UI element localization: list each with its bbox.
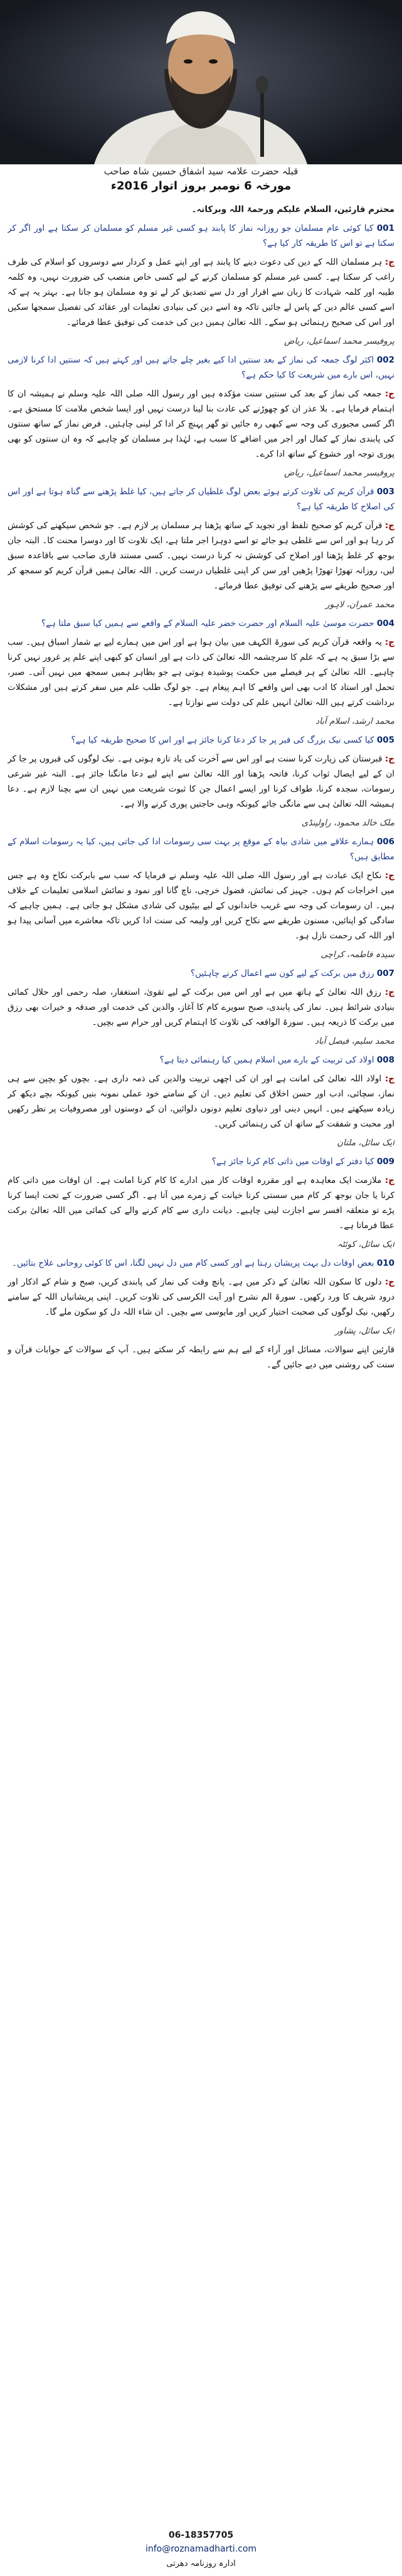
header-photo xyxy=(0,0,402,164)
article-salutation: محترم قارئین، السلام علیکم ورحمۃ اللہ وبرکاتہ۔ xyxy=(191,204,394,215)
question-008: 008 اولاد کی تربیت کے بارے میں اسلام ہمیں کیا رہنمائی دیتا ہے؟ xyxy=(159,1055,394,1065)
question-002: 002 اکثر لوگ جمعہ کی نماز کے بعد سنتیں ادا کیے بغیر چلے جاتے ہیں اور کہتے ہیں کہ سنتیں ادا کرنا لازمی نہیں، اس بارے میں شریعت کا کیا حکم ہے؟ xyxy=(8,355,394,380)
question-005: 005 کیا کسی نیک بزرگ کی قبر پر جا کر دعا کرنا جائز ہے اور اس کا صحیح طریقہ کیا ہے؟ xyxy=(71,735,394,745)
answer-001: ج: ہر مسلمان اللہ کے دین کی دعوت دینے کا پابند ہے اور اپنے عمل و کردار سے دوسروں کو اسلام کی طرف راغب کر سکتا ہے۔ کسی غیر مسلم کو مسلمان کرنے کے لیے کسی خاص منصب کی ضرورت نہیں، وہ کلمہ طیبہ اور کلمہ شہادت کا زبان سے اقرار اور دل سے تصدیق کر لے تو وہ مسلمان ہو جاتا ہے۔ بہتر یہ ہے کہ اسے کسی عالم دین کے پاس لے جائیں تاکہ وہ اسے دین کی بنیادی تعلیمات اور عقائد کی تفصیل سمجھا سکیں اور اس کی صحیح رہنمائی ہو سکے۔ اللہ تعالیٰ ہمیں دین کی خدمت کی توفیق عطا فرمائے۔ xyxy=(8,257,394,327)
closing-note: قارئین اپنے سوالات، مسائل اور آراء کے لیے ہم سے رابطہ کر سکتے ہیں۔ آپ کے سوالات کے جوابات قرآن و سنت کی روشنی میں دیے جائیں گے۔ xyxy=(8,1345,394,1370)
question-001: 001 کیا کوئی عام مسلمان جو روزانہ نماز کا پابند ہو کسی غیر مسلم کو مسلمان کر سکتا ہے اور اگر کر سکتا ہے تو اس کا طریقہ کار کیا ہے؟ xyxy=(8,223,394,248)
question-006: 006 ہمارے علاقے میں شادی بیاہ کے موقع پر بہت سی رسومات ادا کی جاتی ہیں، کیا یہ رسومات اسلام کے مطابق ہیں؟ xyxy=(8,837,394,862)
answer-010: ج: دلوں کا سکون اللہ تعالیٰ کے ذکر میں ہے۔ پانچ وقت کی نماز کی پابندی کریں، صبح و شام کے اذکار اور درود شریف کا ورد رکھیں۔ سورۃ الم نشرح اور آیت الکرسی کی تلاوت کریں۔ اپنی پریشانیاں اللہ کے سامنے رکھیں، نیک لوگوں کی صحبت اختیار کریں اور مایوسی سے بچیں۔ ان شاء اللہ دل کو سکون ملے گا۔ xyxy=(8,1277,394,1317)
questioner-009: ایک سائل، کوئٹہ xyxy=(337,1239,394,1249)
questioner-004: محمد ارشد، اسلام آباد xyxy=(315,716,394,726)
question-010: 010 بعض اوقات دل بہت پریشان رہتا ہے اور کسی کام میں دل نہیں لگتا، اس کا کوئی روحانی علاج بتائیں۔ xyxy=(11,1258,394,1268)
questioner-003: محمد عمران، لاہور xyxy=(325,600,394,610)
answer-003: ج: قرآن کریم کو صحیح تلفظ اور تجوید کے ساتھ پڑھنا ہر مسلمان پر لازم ہے۔ جو شخص سیکھنے کی کوشش کر رہا ہو اور اس سے غلطی ہو جائے تو اسے دوہرا اجر ملتا ہے، ایک تلاوت کا اور دوسرا محنت کا۔ البتہ جان بوجھ کر غلط پڑھنا اور اصلاح کی کوشش نہ کرنا درست نہیں۔ کسی مستند قاری صاحب سے باقاعدہ سبق لیں، روزانہ تھوڑا تھوڑا پڑھیں اور سن کر اپنی غلطیاں درست کریں۔ اللہ تعالیٰ ہمیں قرآن کریم کو سمجھ کر اور صحیح طریقے سے پڑھنے کی توفیق عطا فرمائے۔ xyxy=(8,521,394,591)
contact-email[interactable]: info@roznamadharti.com xyxy=(145,2544,257,2554)
portrait-image xyxy=(0,0,402,164)
questioner-010: ایک سائل، پشاور xyxy=(335,1326,394,1336)
question-007: 007 رزق میں برکت کے لیے کون سے اعمال کرنے چاہئیں؟ xyxy=(190,968,394,978)
photo-caption-name: قبلہ حضرت علامہ سید اشفاق حسین شاہ صاحب xyxy=(103,166,299,177)
article-date: مورخہ 6 نومبر بروز اتوار 2016ء xyxy=(110,179,292,193)
questioner-002: پروفیسر محمد اسماعیل، ریاض xyxy=(284,468,394,478)
contact-phone: 06-18357705 xyxy=(168,2530,234,2540)
answer-007: ج: رزق اللہ تعالیٰ کے ہاتھ میں ہے اور اس میں برکت کے لیے تقویٰ، استغفار، صلہ رحمی اور حلال کمائی بنیادی شرائط ہیں۔ نماز کی پابندی، صبح سویرے کام کا آغاز، والدین کی خدمت اور صدقہ و خیرات بھی رزق میں برکت کا ذریعہ ہیں۔ سورۃ الواقعہ کی تلاوت کا اہتمام کریں اور حرام سے بچیں۔ xyxy=(8,987,394,1027)
question-004: 004 حضرت موسیٰ علیہ السلام اور حضرت خضر علیہ السلام کے واقعے سے ہمیں کیا سبق ملتا ہے؟ xyxy=(41,618,394,628)
question-003: 003 قرآن کریم کی تلاوت کرتے ہوئے بعض لوگ غلطیاں کر جاتے ہیں، کیا غلط پڑھنے سے گناہ ہوتا ہے اور اس کی اصلاح کا طریقہ کیا ہے؟ xyxy=(8,487,394,512)
question-009: 009 کیا دفتر کے اوقات میں ذاتی کام کرنا جائز ہے؟ xyxy=(211,1157,394,1167)
publisher-name: ادارہ روزنامہ دھرتی xyxy=(166,2559,236,2568)
questioner-001: پروفیسر محمد اسماعیل، ریاض xyxy=(284,336,394,346)
questioner-005: ملک خالد محمود، راولپنڈی xyxy=(301,818,394,828)
answer-006: ج: نکاح ایک عبادت ہے اور رسول اللہ صلی اللہ علیہ وسلم نے فرمایا کہ سب سے بابرکت نکاح وہ ہے جس میں اخراجات کم ہوں۔ جہیز کی نمائش، فضول خرچی، ناچ گانا اور نمود و نمائش اسلامی تعلیمات کے خلاف ہیں۔ ان رسومات کی وجہ سے غریب خاندانوں کے لیے بیٹیوں کی شادی مشکل ہو جاتی ہے۔ ہمیں چاہیے کہ سادگی کو اپنائیں، مسنون طریقے سے نکاح کریں اور ولیمہ کی سنت ادا کریں تاکہ معاشرے میں آسانی پیدا ہو اور اللہ کی رحمت نازل ہو۔ xyxy=(8,871,394,941)
questioner-006: سیدہ فاطمہ، کراچی xyxy=(320,950,394,960)
questioner-007: محمد سلیم، فیصل آباد xyxy=(315,1036,394,1046)
answer-002: ج: جمعہ کی نماز کے بعد کی سنتیں سنت مؤکدہ ہیں اور رسول اللہ صلی اللہ علیہ وسلم نے ہمیشہ ان کا اہتمام فرمایا ہے۔ بلا عذر ان کو چھوڑنے کی عادت بنا لینا درست نہیں اور ایسا شخص ملامت کا مستحق ہے۔ اگر کسی مجبوری کی وجہ سے کبھی رہ جائیں تو گھر پہنچ کر ادا کر لینی چاہئیں۔ فرض نماز کے ساتھ سنتوں کی پابندی نماز کے کمال اور اجر میں اضافے کا سبب ہے، لہٰذا ہر مسلمان کو چاہیے کہ وہ ان سنتوں کو بھی پوری توجہ اور خشوع کے ساتھ ادا کرے۔ xyxy=(8,389,394,459)
answer-008: ج: اولاد اللہ تعالیٰ کی امانت ہے اور ان کی اچھی تربیت والدین کی ذمہ داری ہے۔ بچوں کو بچپن سے ہی نماز، سچائی، ادب اور حسن اخلاق کی تعلیم دیں۔ ان کے سامنے خود عملی نمونہ بنیں کیونکہ بچے دیکھ کر زیادہ سیکھتے ہیں۔ انہیں دینی اور دنیاوی تعلیم دونوں دلوائیں، ان کے دوستوں اور مصروفیات پر نظر رکھیں اور محبت و شفقت کے ساتھ ان کی رہنمائی کریں۔ xyxy=(8,1074,394,1129)
answer-005: ج: قبرستان کی زیارت کرنا سنت ہے اور اس سے آخرت کی یاد تازہ ہوتی ہے۔ نیک لوگوں کی قبروں پر جا کر ان کے لیے ایصال ثواب کرنا، فاتحہ پڑھنا اور اللہ تعالیٰ سے اپنے لیے دعا مانگنا جائز ہے۔ البتہ غیر شرعی رسومات، سجدہ کرنا، طواف کرنا اور ایسے اعمال جن کا ثبوت شریعت میں نہیں ان سے بچنا لازم ہے۔ دعا ہمیشہ اللہ تعالیٰ ہی سے مانگی جائے کیونکہ وہی حاجتیں پوری کرنے والا ہے۔ xyxy=(8,754,394,809)
qa-article xyxy=(8,202,394,2560)
answer-009: ج: ملازمت ایک معاہدہ ہے اور مقررہ اوقات کار میں ادارے کا کام کرنا امانت ہے۔ ان اوقات میں ذاتی کام کرنا یا جان بوجھ کر کام میں سستی کرنا خیانت کے زمرے میں آتا ہے۔ اگر کسی ضرورت کے تحت ایسا کرنا پڑے تو متعلقہ افسر سے اجازت لینی چاہیے۔ دیانت داری سے کام کرنے والے کی کمائی میں اللہ تعالیٰ برکت عطا فرماتا ہے۔ xyxy=(8,1175,394,1231)
questioner-008: ایک سائل، ملتان xyxy=(337,1138,394,1148)
answer-004: ج: یہ واقعہ قرآن کریم کی سورۃ الکہف میں بیان ہوا ہے اور اس میں ہمارے لیے بے شمار اسباق ہیں۔ سب سے بڑا سبق یہ ہے کہ علم کا سرچشمہ اللہ تعالیٰ کی ذات ہے اور انسان کو کبھی اپنے علم پر غرور نہیں کرنا چاہیے۔ اللہ تعالیٰ کے ہر فیصلے میں حکمت پوشیدہ ہوتی ہے جو بظاہر ہمیں سمجھ میں نہیں آتی۔ صبر، تحمل اور استاد کا ادب بھی اس واقعے کا اہم پیغام ہے۔ جو لوگ طلب علم میں سفر کرتے ہیں اور مشکلات برداشت کرتے ہیں اللہ تعالیٰ انہیں علم کی دولت سے نوازتا ہے۔ xyxy=(8,637,394,708)
